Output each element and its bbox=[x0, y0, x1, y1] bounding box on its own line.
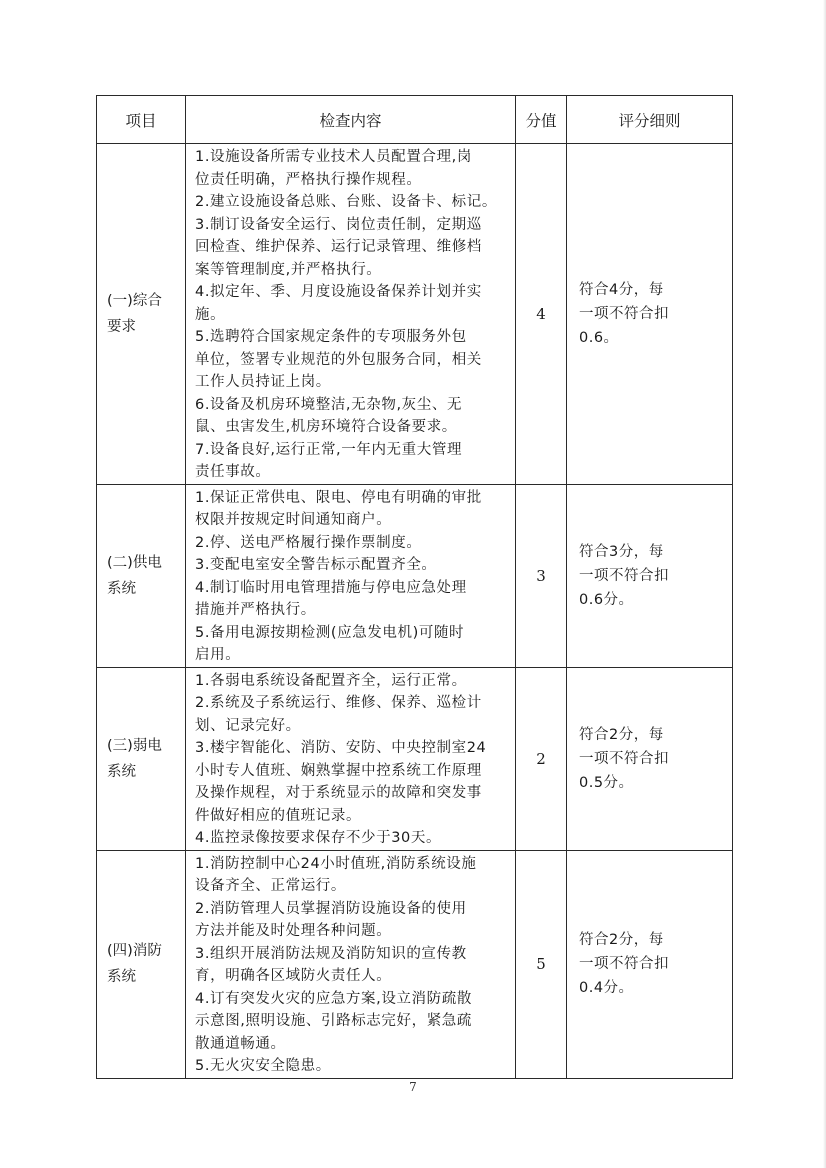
header-item: 项目 bbox=[97, 96, 186, 144]
rule-cell bbox=[567, 667, 733, 850]
content-line: 1.各弱电系统设备配置齐全，运行正常。 bbox=[195, 672, 467, 689]
category-line: (一)综合 bbox=[107, 292, 162, 309]
header-score: 分值 bbox=[516, 96, 567, 144]
content-line: 单位，签署专业规范的外包服务合同，相关 bbox=[195, 351, 482, 368]
category-line: 系统 bbox=[107, 969, 136, 985]
content-line: 2.系统及子系统运行、维修、保养、巡检计 bbox=[195, 695, 482, 711]
category-cell bbox=[97, 144, 186, 485]
score-cell: 3 bbox=[516, 484, 567, 667]
table-row bbox=[97, 667, 733, 850]
content-line: 施。 bbox=[195, 306, 226, 323]
rule-cell bbox=[567, 484, 733, 667]
content-line: 鼠、虫害发生,机房环境符合设备要求。 bbox=[195, 419, 457, 435]
category-line: (二)供电 bbox=[107, 554, 162, 571]
content-line: 2.停、送电严格履行操作票制度。 bbox=[195, 534, 422, 551]
content-line: 3.变配电室安全警告标示配置齐全。 bbox=[195, 557, 437, 573]
category-cell bbox=[97, 667, 186, 850]
table-row bbox=[97, 144, 733, 485]
content-line: 5.备用电源按期检测(应急发电机)可随时 bbox=[195, 624, 465, 641]
content-line: 7.设备良好,运行正常,一年内无重大管理 bbox=[195, 441, 463, 458]
content-line: 3.组织开展消防法规及消防知识的宣传教 bbox=[195, 945, 467, 962]
content-line: 示意图,照明设施、引路标志完好，紧急疏 bbox=[195, 1013, 473, 1029]
rule-cell bbox=[567, 144, 733, 485]
rule-line: 一项不符合扣 bbox=[579, 567, 669, 584]
content-line: 2.建立设施设备总账、台账、设备卡、标记。 bbox=[195, 194, 497, 210]
score-cell: 4 bbox=[516, 144, 567, 485]
rule-line: 符合3分，每 bbox=[579, 543, 664, 560]
header-row bbox=[97, 96, 733, 144]
rule-line: 0.6分。 bbox=[579, 591, 634, 608]
evaluation-table bbox=[96, 95, 733, 1079]
content-line: 方法并能及时处理各种问题。 bbox=[195, 923, 392, 939]
content-line: 措施并严格执行。 bbox=[195, 602, 316, 618]
content-line: 及操作规程，对于系统显示的故障和突发事 bbox=[195, 785, 482, 801]
rule-line: 0.4分。 bbox=[579, 980, 634, 996]
header-rule: 评分细则 bbox=[567, 96, 733, 144]
content-line: 案等管理制度,并严格执行。 bbox=[195, 261, 382, 278]
content-line: 划、记录完好。 bbox=[195, 717, 301, 734]
content-line: 件做好相应的值班记录。 bbox=[195, 807, 362, 824]
score-cell: 5 bbox=[516, 850, 567, 1078]
content-line: 2.消防管理人员掌握消防设施设备的使用 bbox=[195, 900, 467, 917]
category-line: 系统 bbox=[107, 763, 136, 780]
rule-line: 0.6。 bbox=[579, 329, 619, 346]
rule-line: 0.5分。 bbox=[579, 774, 634, 791]
content-cell bbox=[186, 144, 516, 485]
category-cell bbox=[97, 850, 186, 1078]
page-number: 7 bbox=[409, 1080, 417, 1094]
header-content: 检查内容 bbox=[186, 96, 516, 144]
rule-line: 一项不符合扣 bbox=[579, 956, 669, 972]
content-line: 4.监控录像按要求保存不少于30天。 bbox=[195, 830, 442, 846]
content-line: 4.拟定年、季、月度设施设备保养计划并实 bbox=[195, 284, 482, 300]
content-line: 育，明确各区域防火责任人。 bbox=[195, 968, 392, 984]
content-line: 3.楼宇智能化、消防、安防、中央控制室24 bbox=[195, 740, 487, 756]
score-cell: 2 bbox=[516, 667, 567, 850]
table-row bbox=[97, 484, 733, 667]
category-line: 系统 bbox=[107, 580, 136, 597]
content-line: 设备齐全、正常运行。 bbox=[195, 878, 346, 894]
content-line: 1.设施设备所需专业技术人员配置合理,岗 bbox=[195, 149, 472, 165]
content-line: 3.制订设备安全运行、岗位责任制，定期巡 bbox=[195, 216, 482, 233]
content-line: 散通道畅通。 bbox=[195, 1035, 286, 1052]
content-cell bbox=[186, 850, 516, 1078]
content-line: 工作人员持证上岗。 bbox=[195, 374, 331, 390]
content-line: 回检查、维护保养、运行记录管理、维修档 bbox=[195, 239, 482, 255]
content-line: 4.制订临时用电管理措施与停电应急处理 bbox=[195, 579, 467, 596]
content-line: 1.消防控制中心24小时值班,消防系统设施 bbox=[195, 855, 477, 872]
rule-line: 一项不符合扣 bbox=[579, 750, 669, 767]
rule-line: 符合4分，每 bbox=[579, 281, 664, 298]
content-line: 6.设备及机房环境整洁,无杂物,灰尘、无 bbox=[195, 396, 463, 413]
category-line: (四)消防 bbox=[107, 943, 162, 959]
rule-cell bbox=[567, 850, 733, 1078]
content-cell bbox=[186, 484, 516, 667]
content-line: 1.保证正常供电、限电、停电有明确的审批 bbox=[195, 489, 482, 506]
category-cell bbox=[97, 484, 186, 667]
category-line: 要求 bbox=[107, 318, 136, 335]
content-line: 4.订有突发火灾的应急方案,设立消防疏散 bbox=[195, 990, 472, 1007]
table-row bbox=[97, 850, 733, 1078]
rule-line: 符合2分，每 bbox=[579, 726, 664, 743]
category-line: (三)弱电 bbox=[107, 737, 162, 754]
content-line: 5.选聘符合国家规定条件的专项服务外包 bbox=[195, 329, 467, 345]
content-line: 权限并按规定时间通知商户。 bbox=[195, 512, 392, 528]
content-line: 小时专人值班、娴熟掌握中控系统工作原理 bbox=[195, 762, 482, 779]
content-line: 启用。 bbox=[195, 647, 241, 663]
content-cell bbox=[186, 667, 516, 850]
rule-line: 符合2分，每 bbox=[579, 932, 664, 948]
rule-line: 一项不符合扣 bbox=[579, 305, 669, 322]
content-line: 位责任明确，严格执行操作规程。 bbox=[195, 171, 422, 188]
content-line: 5.无火灾安全隐患。 bbox=[195, 1058, 331, 1074]
content-line: 责任事故。 bbox=[195, 464, 271, 480]
